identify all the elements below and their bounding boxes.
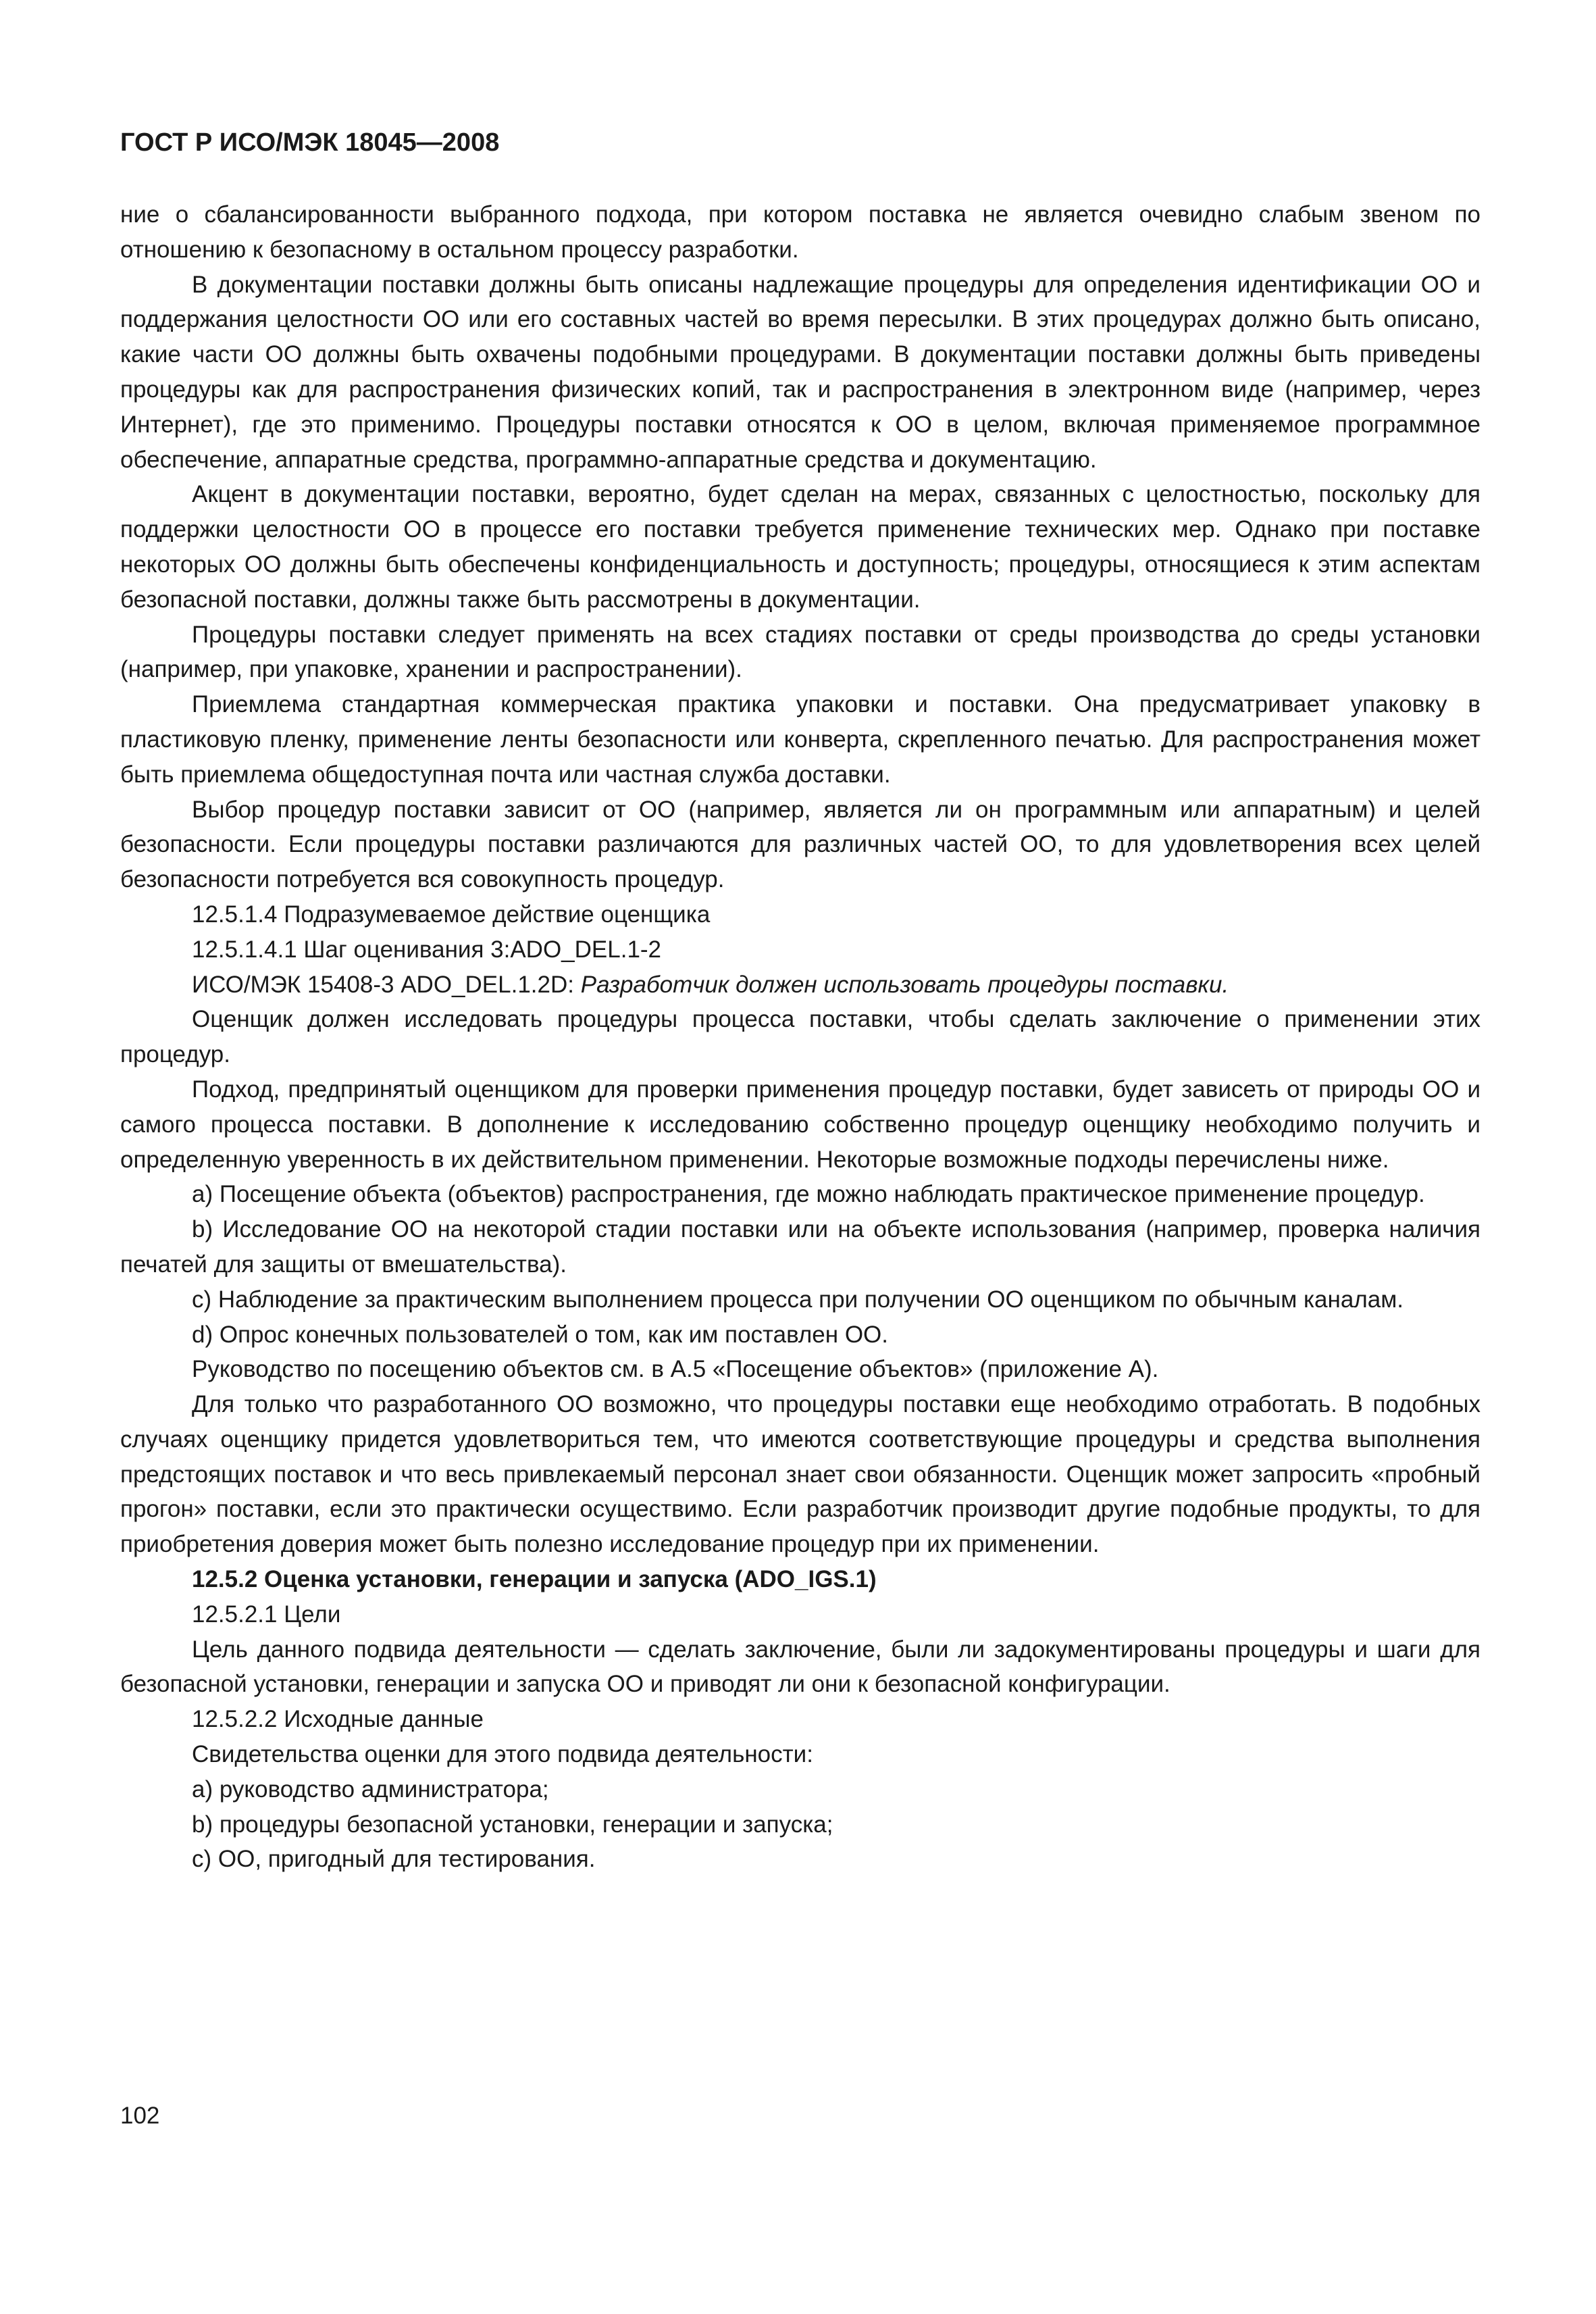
list-item: a) Посещение объекта (объектов) распространения, где можно наблюдать практическое применение процедур. [192, 1181, 1425, 1208]
list-item: b) процедуры безопасной установки, генерации и запуска; [192, 1811, 833, 1838]
list-item: b) Исследование ОО на некоторой стадии поставки или на объекте использования (например, проверка наличия печатей для защиты от вмешательства). [120, 1216, 1481, 1278]
document-body [120, 197, 1481, 1877]
document-header: ГОСТ Р ИСО/МЭК 18045—2008 [120, 128, 500, 157]
paragraph: Приемлема стандартная коммерческая практика упаковки и поставки. Она предусматривает упаковку в пластиковую пленку, применение ленты безопасности или конверта, скрепленного печатью. Для распространения может быть приемлема общедоступная почта или частная служба доставки. [120, 691, 1481, 788]
section-heading: 12.5.2 Оценка установки, генерации и запуска (ADO_IGS.1) [192, 1566, 877, 1593]
paragraph: Подход, предпринятый оценщиком для проверки применения процедур поставки, будет зависеть от природы ОО и самого процесса поставки. В дополнение к исследованию собственно процедур оценщику необходимо получить и определенную уверенность в их действительном применении. Некоторые возможные подходы перечислены ниже. [120, 1076, 1481, 1173]
list-item: d) Опрос конечных пользователей о том, как им поставлен ОО. [192, 1321, 888, 1348]
paragraph: Свидетельства оценки для этого подвида деятельности: [192, 1741, 813, 1768]
paragraph: Акцент в документации поставки, вероятно, будет сделан на мерах, связанных с целостностью, поскольку для поддержки целостности ОО в процессе его поставки требуется применение технических мер. Однако при поставке некоторых ОО должны быть обеспечены конфиденциальность и доступность; процедуры, относящиеся к этим аспектам безопасной поставки, должны также быть рассмотрены в документации. [120, 481, 1481, 613]
subsection-number: 12.5.1.4 Подразумеваемое действие оценщика [192, 901, 711, 928]
list-item: c) ОО, пригодный для тестирования. [192, 1846, 596, 1873]
paragraph: Для только что разработанного ОО возможно, что процедуры поставки еще необходимо отработать. В подобных случаях оценщику придется удовлетвориться тем, что имеются соответствующие процедуры и средства выполнения предстоящих поставок и что весь привлекаемый персонал знает свои обязанности. Оценщик может запросить «пробный прогон» поставки, если это практически осуществимо. Если разработчик производит другие подобные продукты, то для приобретения доверия может быть полезно исследование процедур при их применении. [120, 1391, 1481, 1558]
subsection-number: 12.5.2.2 Исходные данные [192, 1706, 484, 1733]
step-heading: 12.5.1.4.1 Шаг оценивания 3:ADO_DEL.1-2 [192, 936, 662, 963]
paragraph: Выбор процедур поставки зависит от ОО (например, является ли он программным или аппаратным) и целей безопасности. Если процедуры поставки различаются для различных частей ОО, то для удовлетворения всех целей безопасности потребуется вся совокупность процедур. [120, 796, 1481, 893]
paragraph: Оценщик должен исследовать процедуры процесса поставки, чтобы сделать заключение о применении этих процедур. [120, 1006, 1481, 1068]
paragraph: ние о сбалансированности выбранного подхода, при котором поставка не является очевидно слабым звеном по отношению к безопасному в остальном процессу разработки. [120, 201, 1481, 263]
list-item: c) Наблюдение за практическим выполнением процесса при получении ОО оценщиком по обычным каналам. [192, 1286, 1404, 1313]
paragraph: В документации поставки должны быть описаны надлежащие процедуры для определения идентификации ОО и поддержания целостности ОО или его составных частей во время пересылки. В этих процедурах должно быть описано, какие части ОО должны быть охвачены подобными процедурами. В документации поставки должны быть приведены процедуры как для распространения физических копий, так и распространения в электронном виде (например, через Интернет), где это применимо. Процедуры поставки относятся к ОО в целом, включая применяемое программное обеспечение, аппаратные средства, программно-аппаратные средства и документацию. [120, 271, 1481, 473]
list-item: a) руководство администратора; [192, 1776, 549, 1803]
paragraph: Цель данного подвида деятельности — сделать заключение, были ли задокументированы процедуры и шаги для безопасной установки, генерации и запуска ОО и приводят ли они к безопасной конфигурации. [120, 1636, 1481, 1698]
iso-requirement [120, 967, 1481, 1003]
paragraph: Руководство по посещению объектов см. в А.5 «Посещение объектов» (приложение А). [192, 1356, 1159, 1383]
page-number: 102 [120, 2103, 160, 2129]
paragraph: Процедуры поставки следует применять на всех стадиях поставки от среды производства до среды установки (например, при упаковке, хранении и распространении). [120, 621, 1481, 683]
iso-requirement-text: Разработчик должен использовать процедуры поставки. [580, 971, 1229, 998]
subsection-number: 12.5.2.1 Цели [192, 1601, 341, 1628]
iso-requirement-prefix: ИСО/МЭК 15408-3 ADO_DEL.1.2D: [192, 971, 581, 998]
